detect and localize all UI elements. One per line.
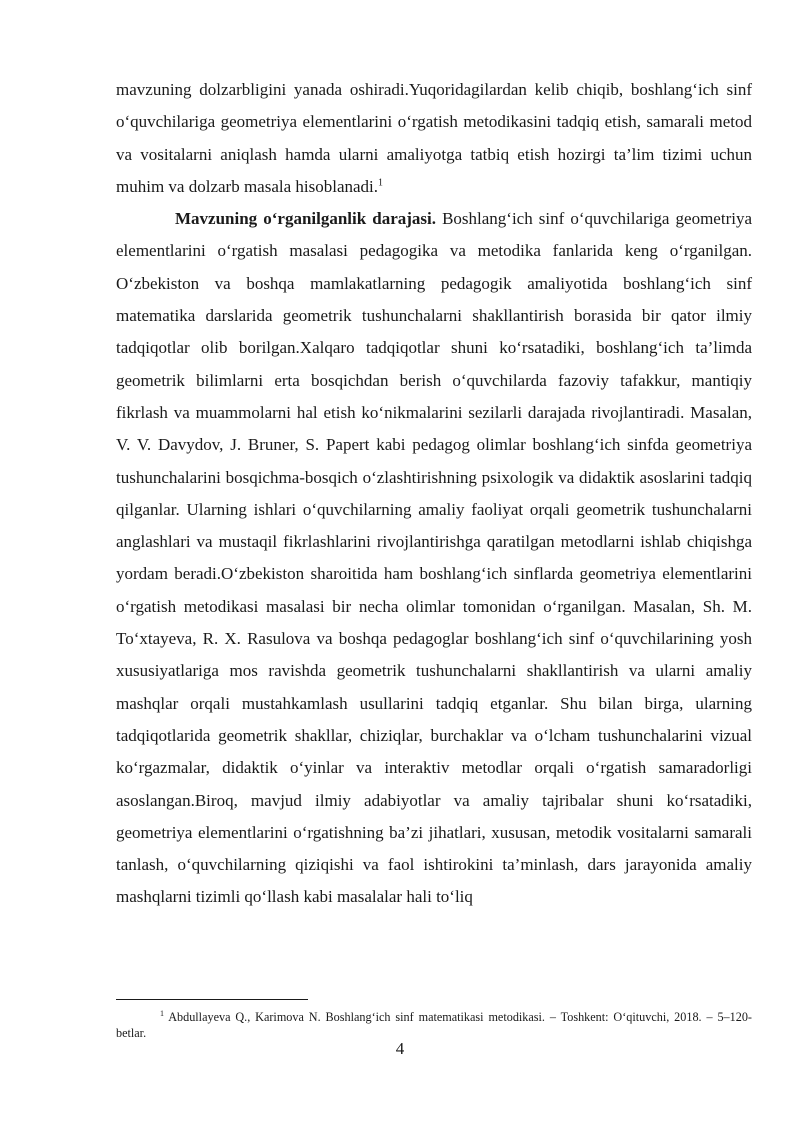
footnote-text: Abdullayeva Q., Karimova N. Boshlang‘ich sinf matematikasi metodikasi. – Toshkent: O‘qituvchi, 2018. – 5–120-betlar. [116,1010,752,1040]
paragraph-2 [116,203,752,914]
section-title: Mavzuning o‘rganilganlik darajasi. [175,209,437,229]
footnote-divider [116,999,308,1000]
body-text [116,74,752,914]
footnote [116,1009,752,1041]
paragraph-1-text: mavzuning dolzarbligini yanada oshiradi.Yuqoridagilardan kelib chiqib, boshlang‘ich sinf o‘quvchilariga geometriya elementlarini o‘rgatish metodikasini tadqiq etish, samarali metod va vositalarni aniqlash hamda ularni amaliyotga tatbiq etish hozirgi ta’lim tizimi uchun muhim va dolzarb masala hisoblanadi. [116,80,752,196]
paragraph-1 [116,74,752,203]
paragraph-2-text: Boshlang‘ich sinf o‘quvchilariga geometriya elementlarini o‘rgatish masalasi pedagogika va metodika fanlarida keng o‘rganilgan. O‘zbekiston va boshqa mamlakatlarning pedagogik amaliyotida boshlang‘ich sinf matematika darslarida geometrik tushunchalarni shakllantirish borasida bir qator ilmiy tadqiqotlar olib borilgan.Xalqaro tadqiqotlar shuni ko‘rsatadiki, boshlang‘ich ta’limda geometrik bilimlarni erta bosqichdan berish o‘quvchilarda fazoviy tafakkur, mantiqiy fikrlash va muammolarni hal etish ko‘nikmalarini sezilarli darajada rivojlantiradi. Masalan, V. V. Davydov, J. Bruner, S. Papert kabi pedagog olimlar boshlang‘ich sinfda geometriya tushunchalarini bosqichma-bosqich o‘zlashtirishning psixologik va didaktik asoslarini tadqiq qilganlar. Ularning ishlari o‘quvchilarning amaliy faoliyat orqali geometrik tushunchalarni anglashlari va mustaqil fikrlashlarini rivojlantirishga qaratilgan metodlarni ishlab chiqishga yordam beradi.O‘zbekiston sharoitida ham boshlang‘ich sinflarda geometriya elementlarini o‘rgatish metodikasi masalasi bir necha olimlar tomonidan o‘rganilgan. Masalan, Sh. M. To‘xtayeva, R. X. Rasulova va boshqa pedagoglar boshlang‘ich sinf o‘quvchilarining yosh xususiyatlariga mos ravishda geometrik tushunchalarni shakllantirish va ularni amaliy mashqlar orqali mustahkamlash usullarini tadqiq etganlar. Shu bilan birga, ularning tadqiqotlarida geometrik shakllar, chiziqlar, burchaklar va o‘lcham tushunchalarini vizual ko‘rgazmalar, didaktik o‘yinlar va interaktiv metodlar orqali o‘rgatish samaradorligi asoslangan.Biroq, mavjud ilmiy adabiyotlar va amaliy tajribalar shuni ko‘rsatadiki, geometriya elementlarini o‘rgatishning ba’zi jihatlari, xususan, metodik vositalarni samarali tanlash, o‘quvchilarning qiziqishi va faol ishtirokini ta’minlash, dars jarayonida amaliy mashqlarni tizimli qo‘llash kabi masalalar hali to‘liq [116,209,753,907]
footnote-reference[interactable]: 1 [378,177,384,189]
page-number: 4 [395,1039,405,1058]
footnote-marker: 1 [160,1008,164,1018]
